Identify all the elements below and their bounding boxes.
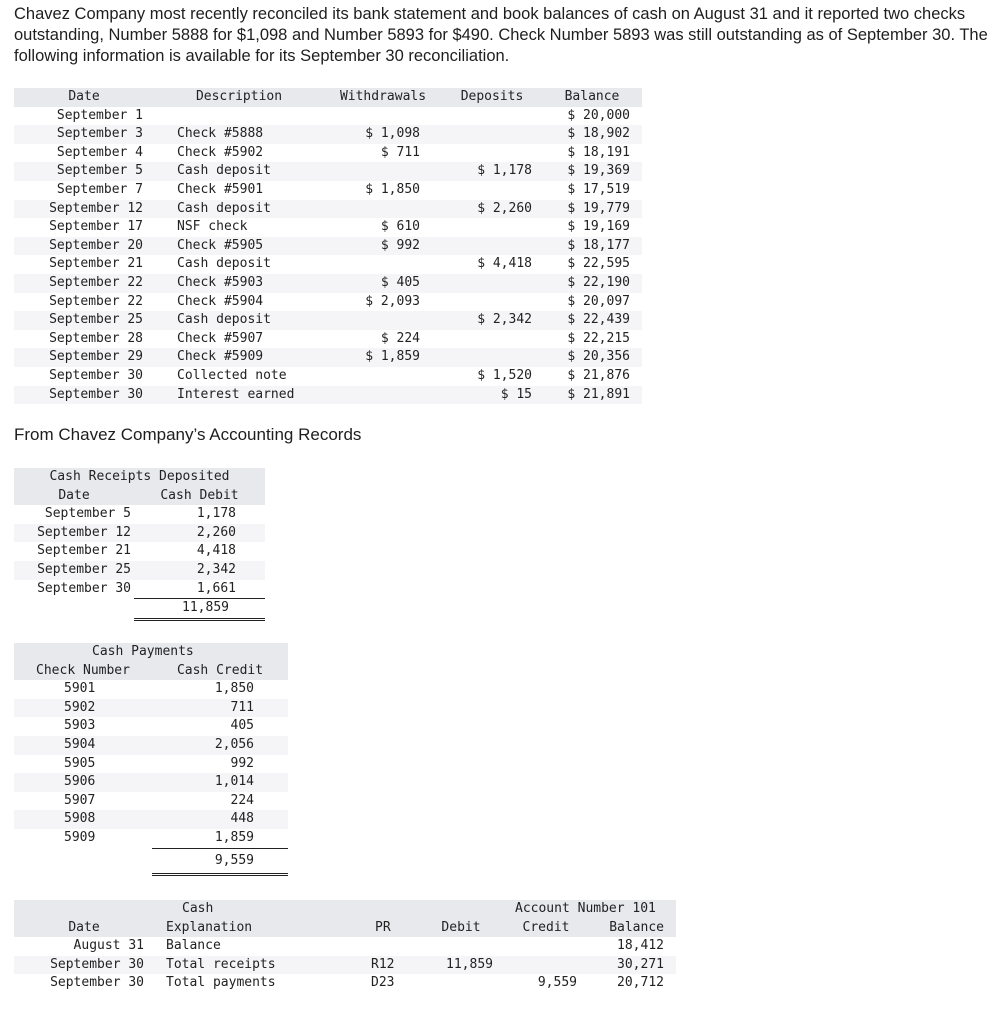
- cell-description: Cash deposit: [177, 256, 271, 272]
- cell-description: Check #5902: [177, 144, 264, 160]
- cell-explanation: Total payments: [166, 975, 276, 991]
- table-row: [14, 974, 676, 993]
- cell-check-number: 5904: [14, 736, 152, 755]
- cell-description: Check #5909: [154, 348, 324, 367]
- cell-debit: 11,859: [421, 956, 501, 975]
- cell-deposits: [442, 218, 542, 237]
- table-row: [14, 311, 642, 330]
- column-header-deposits: Deposits: [442, 88, 542, 107]
- cell-date: September 3: [14, 125, 154, 144]
- cell-amount: 1,859: [214, 829, 254, 845]
- cell-deposits: $ 1,520: [477, 367, 532, 383]
- cell-amount: 1,661: [196, 580, 236, 596]
- cell-deposits: $ 2,260: [442, 200, 542, 219]
- cell-balance: $ 20,000: [567, 107, 630, 123]
- cell-withdrawals: $ 1,859: [324, 348, 442, 367]
- cell-withdrawals: [324, 311, 442, 330]
- cell-description: Cash deposit: [154, 200, 324, 219]
- column-header-debit: Debit: [421, 919, 501, 938]
- cell-date: September 30: [14, 956, 154, 975]
- cell-date: September 5: [14, 162, 154, 181]
- table-row: [14, 956, 676, 975]
- cell-withdrawals: $ 405: [324, 274, 442, 293]
- table-row: [14, 348, 642, 367]
- cell-description: Interest earned: [154, 386, 324, 405]
- cell-deposits: $ 4,418: [477, 256, 532, 272]
- cell-balance: $ 19,779: [542, 200, 642, 219]
- cell-explanation: Balance: [166, 938, 221, 954]
- cash-receipts-title-row: [14, 468, 265, 487]
- column-header-balance: Balance: [591, 919, 676, 938]
- table-row: [14, 524, 265, 543]
- table-row: [14, 330, 642, 349]
- cell-credit: [501, 956, 591, 975]
- cell-withdrawals: [324, 255, 442, 274]
- cell-withdrawals: [324, 386, 442, 405]
- cash-payments-table: [14, 643, 288, 876]
- cell-balance: $ 19,369: [542, 162, 642, 181]
- table-row: [14, 218, 642, 237]
- accounting-records-heading: From Chavez Company’s Accounting Records: [14, 425, 362, 444]
- cell-date: September 30: [37, 580, 131, 596]
- cell-withdrawals: $ 2,093: [365, 293, 420, 309]
- cell-deposits: [442, 330, 542, 349]
- cell-amount: 448: [152, 810, 288, 829]
- table-row: [14, 107, 642, 126]
- empty-cell: [14, 848, 152, 874]
- cell-amount: 992: [230, 755, 254, 771]
- column-header-cash-credit: Cash Credit: [152, 662, 288, 681]
- table-row: [14, 237, 642, 256]
- cell-date: September 30: [50, 975, 144, 991]
- cell-amount: 4,418: [196, 543, 236, 559]
- cell-deposits: [442, 107, 542, 126]
- cell-date: September 5: [44, 506, 131, 522]
- cell-description: Check #5901: [177, 181, 264, 197]
- bank-statement-table: [14, 88, 642, 404]
- cash-ledger-title: Cash: [154, 900, 351, 919]
- cell-deposits: [442, 237, 542, 256]
- cell-pr: R12: [351, 956, 421, 975]
- cell-date: September 28: [49, 330, 143, 346]
- cell-date: September 12: [14, 524, 134, 543]
- cell-deposits: $ 2,342: [442, 311, 542, 330]
- cell-description: Check #5903: [154, 274, 324, 293]
- cell-deposits: $ 15: [442, 386, 542, 405]
- cell-balance: $ 18,177: [542, 237, 642, 256]
- account-number: Account Number 101: [501, 900, 676, 919]
- bank-statement-header-row: [14, 88, 642, 107]
- total-row: [14, 599, 265, 620]
- cell-date: September 17: [49, 219, 143, 235]
- table-row: [14, 181, 642, 200]
- cash-ledger-table: [14, 900, 676, 993]
- cell-check-number: 5905: [64, 755, 96, 771]
- cell-amount: 711: [152, 699, 288, 718]
- cell-pr: [351, 937, 421, 956]
- cell-balance: $ 17,519: [567, 181, 630, 197]
- table-row: [14, 580, 265, 599]
- cell-balance: $ 22,595: [567, 256, 630, 272]
- column-header-cash-debit: Cash Debit: [134, 487, 265, 506]
- cell-description: Check #5907: [177, 330, 264, 346]
- column-header-credit: Credit: [501, 919, 591, 938]
- table-row: [14, 200, 642, 219]
- cell-description: Cash deposit: [154, 311, 324, 330]
- cell-withdrawals: $ 711: [380, 144, 420, 160]
- cell-deposits: [442, 274, 542, 293]
- cell-check-number: 5907: [64, 792, 96, 808]
- cell-debit: [421, 974, 501, 993]
- empty-cell: [14, 900, 154, 919]
- cell-balance: $ 19,169: [567, 219, 630, 235]
- cell-withdrawals: [324, 367, 442, 386]
- cell-description: Check #5888: [154, 125, 324, 144]
- column-header-check-number: Check Number: [14, 662, 152, 681]
- cash-ledger-header-row: [14, 919, 676, 938]
- cell-date: September 29: [14, 348, 154, 367]
- cell-date: September 25: [14, 311, 154, 330]
- column-header-description: Description: [154, 88, 324, 107]
- cell-balance: 18,412: [617, 938, 664, 954]
- cell-amount: 1,014: [152, 773, 288, 792]
- cash-payments-total: 9,559: [152, 848, 288, 874]
- table-row: [14, 937, 676, 956]
- column-header-explanation: Explanation: [154, 919, 351, 938]
- empty-cell: [14, 599, 134, 620]
- empty-cell: [421, 900, 501, 919]
- table-row: [14, 755, 288, 774]
- table-row: [14, 125, 642, 144]
- table-row: [14, 505, 265, 524]
- cell-date: September 1: [56, 107, 143, 123]
- cell-date: September 21: [37, 543, 131, 559]
- table-row: [14, 561, 265, 580]
- cash-receipts-header-row: [14, 487, 265, 506]
- cell-date: September 12: [14, 200, 154, 219]
- table-row: [14, 680, 288, 699]
- cell-balance: $ 18,191: [567, 144, 630, 160]
- table-row: [14, 255, 642, 274]
- cell-amount: 405: [230, 718, 254, 734]
- cell-explanation: Total receipts: [154, 956, 351, 975]
- cell-deposits: [442, 181, 542, 200]
- cell-balance: $ 20,356: [542, 348, 642, 367]
- cell-amount: 1,178: [196, 506, 236, 522]
- cash-ledger-title-row: [14, 900, 676, 919]
- cell-deposits: [442, 293, 542, 312]
- column-header-date: Date: [14, 919, 154, 938]
- table-row: [14, 162, 642, 181]
- table-row: [14, 773, 288, 792]
- column-header-date: Date: [14, 88, 154, 107]
- cell-date: September 30: [14, 386, 154, 405]
- cell-amount: 224: [230, 792, 254, 808]
- cash-payments-header-row: [14, 662, 288, 681]
- cell-credit: [501, 937, 591, 956]
- cell-withdrawals: [324, 162, 442, 181]
- cell-balance: $ 18,902: [542, 125, 642, 144]
- table-row: [14, 699, 288, 718]
- cell-deposits: $ 1,178: [442, 162, 542, 181]
- cell-balance: $ 21,876: [567, 367, 630, 383]
- cell-withdrawals: [324, 200, 442, 219]
- cash-payments-title: Cash Payments: [14, 643, 288, 662]
- cell-date: September 4: [56, 144, 143, 160]
- cell-check-number: 5901: [64, 681, 96, 697]
- table-row: [14, 542, 265, 561]
- cell-balance: $ 21,891: [542, 386, 642, 405]
- cell-amount: 2,342: [134, 561, 265, 580]
- cell-check-number: 5903: [64, 718, 96, 734]
- column-header-date: Date: [14, 487, 134, 506]
- cell-withdrawals: $ 1,098: [324, 125, 442, 144]
- cell-description: [154, 107, 324, 126]
- cell-date: September 22: [14, 274, 154, 293]
- table-row: [14, 274, 642, 293]
- cell-date: September 30: [49, 367, 143, 383]
- table-row: [14, 367, 642, 386]
- cell-date: September 22: [49, 293, 143, 309]
- cell-withdrawals: $ 1,850: [365, 181, 420, 197]
- cell-date: September 20: [14, 237, 154, 256]
- cell-balance: 20,712: [617, 975, 664, 991]
- cell-check-number: 5908: [14, 810, 152, 829]
- cell-withdrawals: [324, 107, 442, 126]
- cell-date: August 31: [73, 938, 144, 954]
- cell-amount: 1,850: [214, 681, 254, 697]
- cell-date: September 25: [14, 561, 134, 580]
- cell-check-number: 5906: [14, 773, 152, 792]
- table-row: [14, 144, 642, 163]
- cash-receipts-total: 11,859: [134, 599, 265, 620]
- cell-balance: 30,271: [591, 956, 676, 975]
- cell-amount: 2,056: [152, 736, 288, 755]
- cell-credit: 9,559: [537, 975, 577, 991]
- cell-date: September 21: [49, 256, 143, 272]
- cell-balance: $ 22,215: [567, 330, 630, 346]
- table-row: [14, 736, 288, 755]
- column-header-withdrawals: Withdrawals: [324, 88, 442, 107]
- cash-receipts-table: [14, 468, 265, 621]
- table-row: [14, 810, 288, 829]
- cell-balance: $ 22,190: [542, 274, 642, 293]
- cash-payments-title-row: [14, 643, 288, 662]
- cell-balance: $ 22,439: [542, 311, 642, 330]
- cell-balance: $ 20,097: [567, 293, 630, 309]
- cell-withdrawals: $ 992: [324, 237, 442, 256]
- column-header-pr: PR: [351, 919, 421, 938]
- cell-deposits: [442, 125, 542, 144]
- table-row: [14, 717, 288, 736]
- total-row: [14, 848, 288, 874]
- cell-withdrawals: $ 224: [380, 330, 420, 346]
- empty-cell: [351, 900, 421, 919]
- table-row: [14, 386, 642, 405]
- cash-receipts-title: Cash Receipts Deposited: [14, 468, 265, 487]
- cell-description: Collected note: [177, 367, 287, 383]
- cell-withdrawals: $ 610: [380, 219, 420, 235]
- cell-description: Check #5904: [177, 293, 264, 309]
- table-row: [14, 829, 288, 848]
- cell-check-number: 5909: [64, 830, 96, 846]
- cell-deposits: [442, 348, 542, 367]
- table-row: [14, 293, 642, 312]
- cell-description: NSF check: [177, 219, 248, 235]
- problem-statement: Chavez Company most recently reconciled its bank statement and book balances of cash on August 31 and it reported two checks outstanding, Number 5888 for $1,098 and Number 5893 for $490. Check Number 5893 was still outstanding as of September 30. The following information is available for its September 30 reconciliation.: [14, 5, 988, 65]
- cell-description: Check #5905: [154, 237, 324, 256]
- cell-description: Cash deposit: [154, 162, 324, 181]
- cell-date: September 7: [56, 181, 143, 197]
- cell-amount: 2,260: [134, 524, 265, 543]
- cell-pr: D23: [371, 975, 395, 991]
- column-header-balance: Balance: [542, 88, 642, 107]
- table-row: [14, 792, 288, 811]
- cell-deposits: [442, 144, 542, 163]
- cell-debit: [421, 937, 501, 956]
- cell-check-number: 5902: [14, 699, 152, 718]
